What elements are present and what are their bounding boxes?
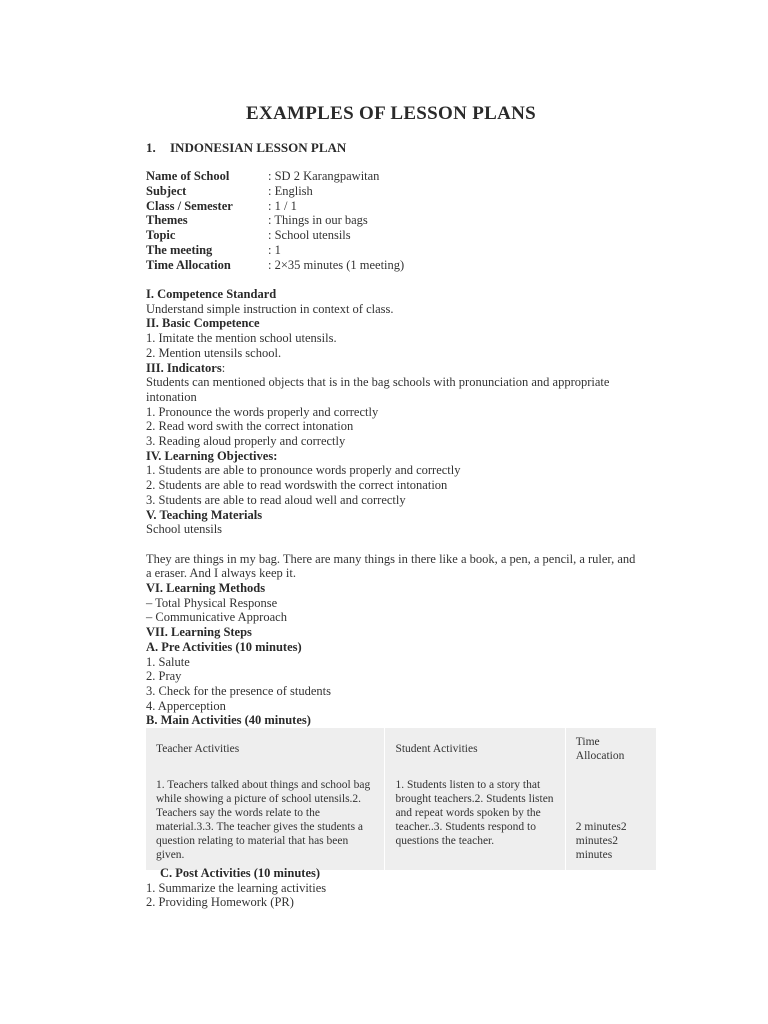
line-text: A. Pre Activities (10 minutes) [146,639,302,654]
line-text: – Total Physical Response [146,595,278,610]
info-label: Time Allocation [146,257,231,272]
line-text: 2. Students are able to read wordswith the correct intonation [146,478,448,493]
text-line [146,669,636,684]
info-value: : English [268,183,313,198]
info-row [146,184,636,199]
text-line [146,375,636,404]
info-label: Class / Semester [146,198,233,213]
line-text: B. Main Activities (40 minutes) [146,713,311,728]
line-suffix: : [221,360,226,375]
section-subheading [146,581,636,596]
table-header-cell: Time Allocation [565,728,656,770]
text-line [146,655,636,670]
page-title: EXAMPLES OF LESSON PLANS [246,103,536,124]
info-value: : 1 [268,242,281,257]
line-text: III. Indicators [146,360,222,375]
text-line [146,493,636,508]
line-text: II. Basic Competence [146,316,260,331]
info-value: : School utensils [268,228,351,243]
text-line [146,419,636,434]
section-subheading [146,640,636,655]
section-subheading [146,361,636,376]
line-text: VII. Learning Steps [146,625,252,640]
info-row [146,228,636,243]
text-line [146,699,636,714]
line-text: They are things in my bag. There are many things in there like a book, a pen, a pencil, a ruler, and a eraser. And I always keep it. [146,551,636,581]
table-header-row [146,728,657,770]
table-cell: 1. Teachers talked about things and school bag while showing a picture of school utensils.2. Teachers say the words relate to the material.3.3. The teacher gives the students a question relating to material that has been given. [146,770,385,870]
table-row [146,770,657,870]
section-subheading [146,449,636,464]
section-heading [146,140,346,156]
info-value: : Things in our bags [268,213,368,228]
text-line [146,478,636,493]
line-text: 1. Pronounce the words properly and correctly [146,404,379,419]
table-cell: 2 minutes2 minutes2 minutes [565,770,656,870]
section-subheading [146,713,636,728]
line-text: Understand simple instruction in context of class. [146,301,394,316]
line-text: 2. Pray [146,669,182,684]
text-line [146,684,636,699]
text-line [146,596,636,611]
post-activities [146,866,636,910]
table-cell: 1. Students listen to a story that brought teachers.2. Students listen and repeat words spoken by the teacher..3. Students respond to questions the teacher. [385,770,565,870]
info-value: : 2×35 minutes (1 meeting) [268,257,405,272]
activities-table [146,728,657,870]
post-heading: C. Post Activities (10 minutes) [160,866,321,880]
line-text: I. Competence Standard [146,287,277,301]
text-line [146,434,636,449]
text-line [146,405,636,420]
list-item: 2. Providing Homework (PR) [146,895,294,910]
info-row [146,258,636,273]
line-text: 1. Imitate the mention school utensils. [146,331,337,346]
section-subheading [146,625,636,640]
info-row [146,213,636,228]
text-line [146,552,636,581]
section-subheading [146,316,636,331]
text-line [146,610,636,625]
line-text: 1. Salute [146,654,190,669]
line-text: 1. Students are able to pronounce words properly and correctly [146,463,461,478]
info-row [146,243,636,258]
table-header-cell: Student Activities [385,728,565,770]
info-label: Themes [146,213,188,228]
text-line [146,331,636,346]
text-line [146,522,636,537]
section-label: INDONESIAN LESSON PLAN [170,140,347,155]
section-subheading [146,287,636,302]
info-value: : SD 2 Karangpawitan [268,169,380,183]
info-value: : 1 / 1 [268,198,297,213]
line-text: VI. Learning Methods [146,581,266,596]
info-label: Name of School [146,169,230,183]
info-row [146,199,636,214]
line-text: Students can mentioned objects that is in the bag schools with pronunciation and appropriate intonation [146,375,610,404]
line-text: 3. Reading aloud properly and correctly [146,434,346,449]
line-text: 2. Mention utensils school. [146,345,282,360]
line-text: School utensils [146,522,223,537]
line-text: – Communicative Approach [146,610,287,625]
section-subheading [146,508,636,523]
lesson-body [146,287,636,728]
line-text: IV. Learning Objectives: [146,448,278,463]
line-text: 3. Students are able to read aloud well and correctly [146,492,406,507]
line-text: 4. Apperception [146,698,226,713]
line-text: 3. Check for the presence of students [146,683,332,698]
blank-line [146,537,636,552]
lesson-info [146,169,636,273]
section-number: 1. [146,140,156,155]
line-text: 2. Read word swith the correct intonation [146,419,354,434]
line-text: V. Teaching Materials [146,507,263,522]
info-row [146,169,636,184]
info-label: The meeting [146,242,213,257]
text-line [146,302,636,317]
text-line [146,346,636,361]
info-label: Topic [146,228,176,243]
info-label: Subject [146,183,187,198]
text-line [146,463,636,478]
table-header-cell: Teacher Activities [146,728,385,770]
list-item: 1. Summarize the learning activities [146,880,327,895]
